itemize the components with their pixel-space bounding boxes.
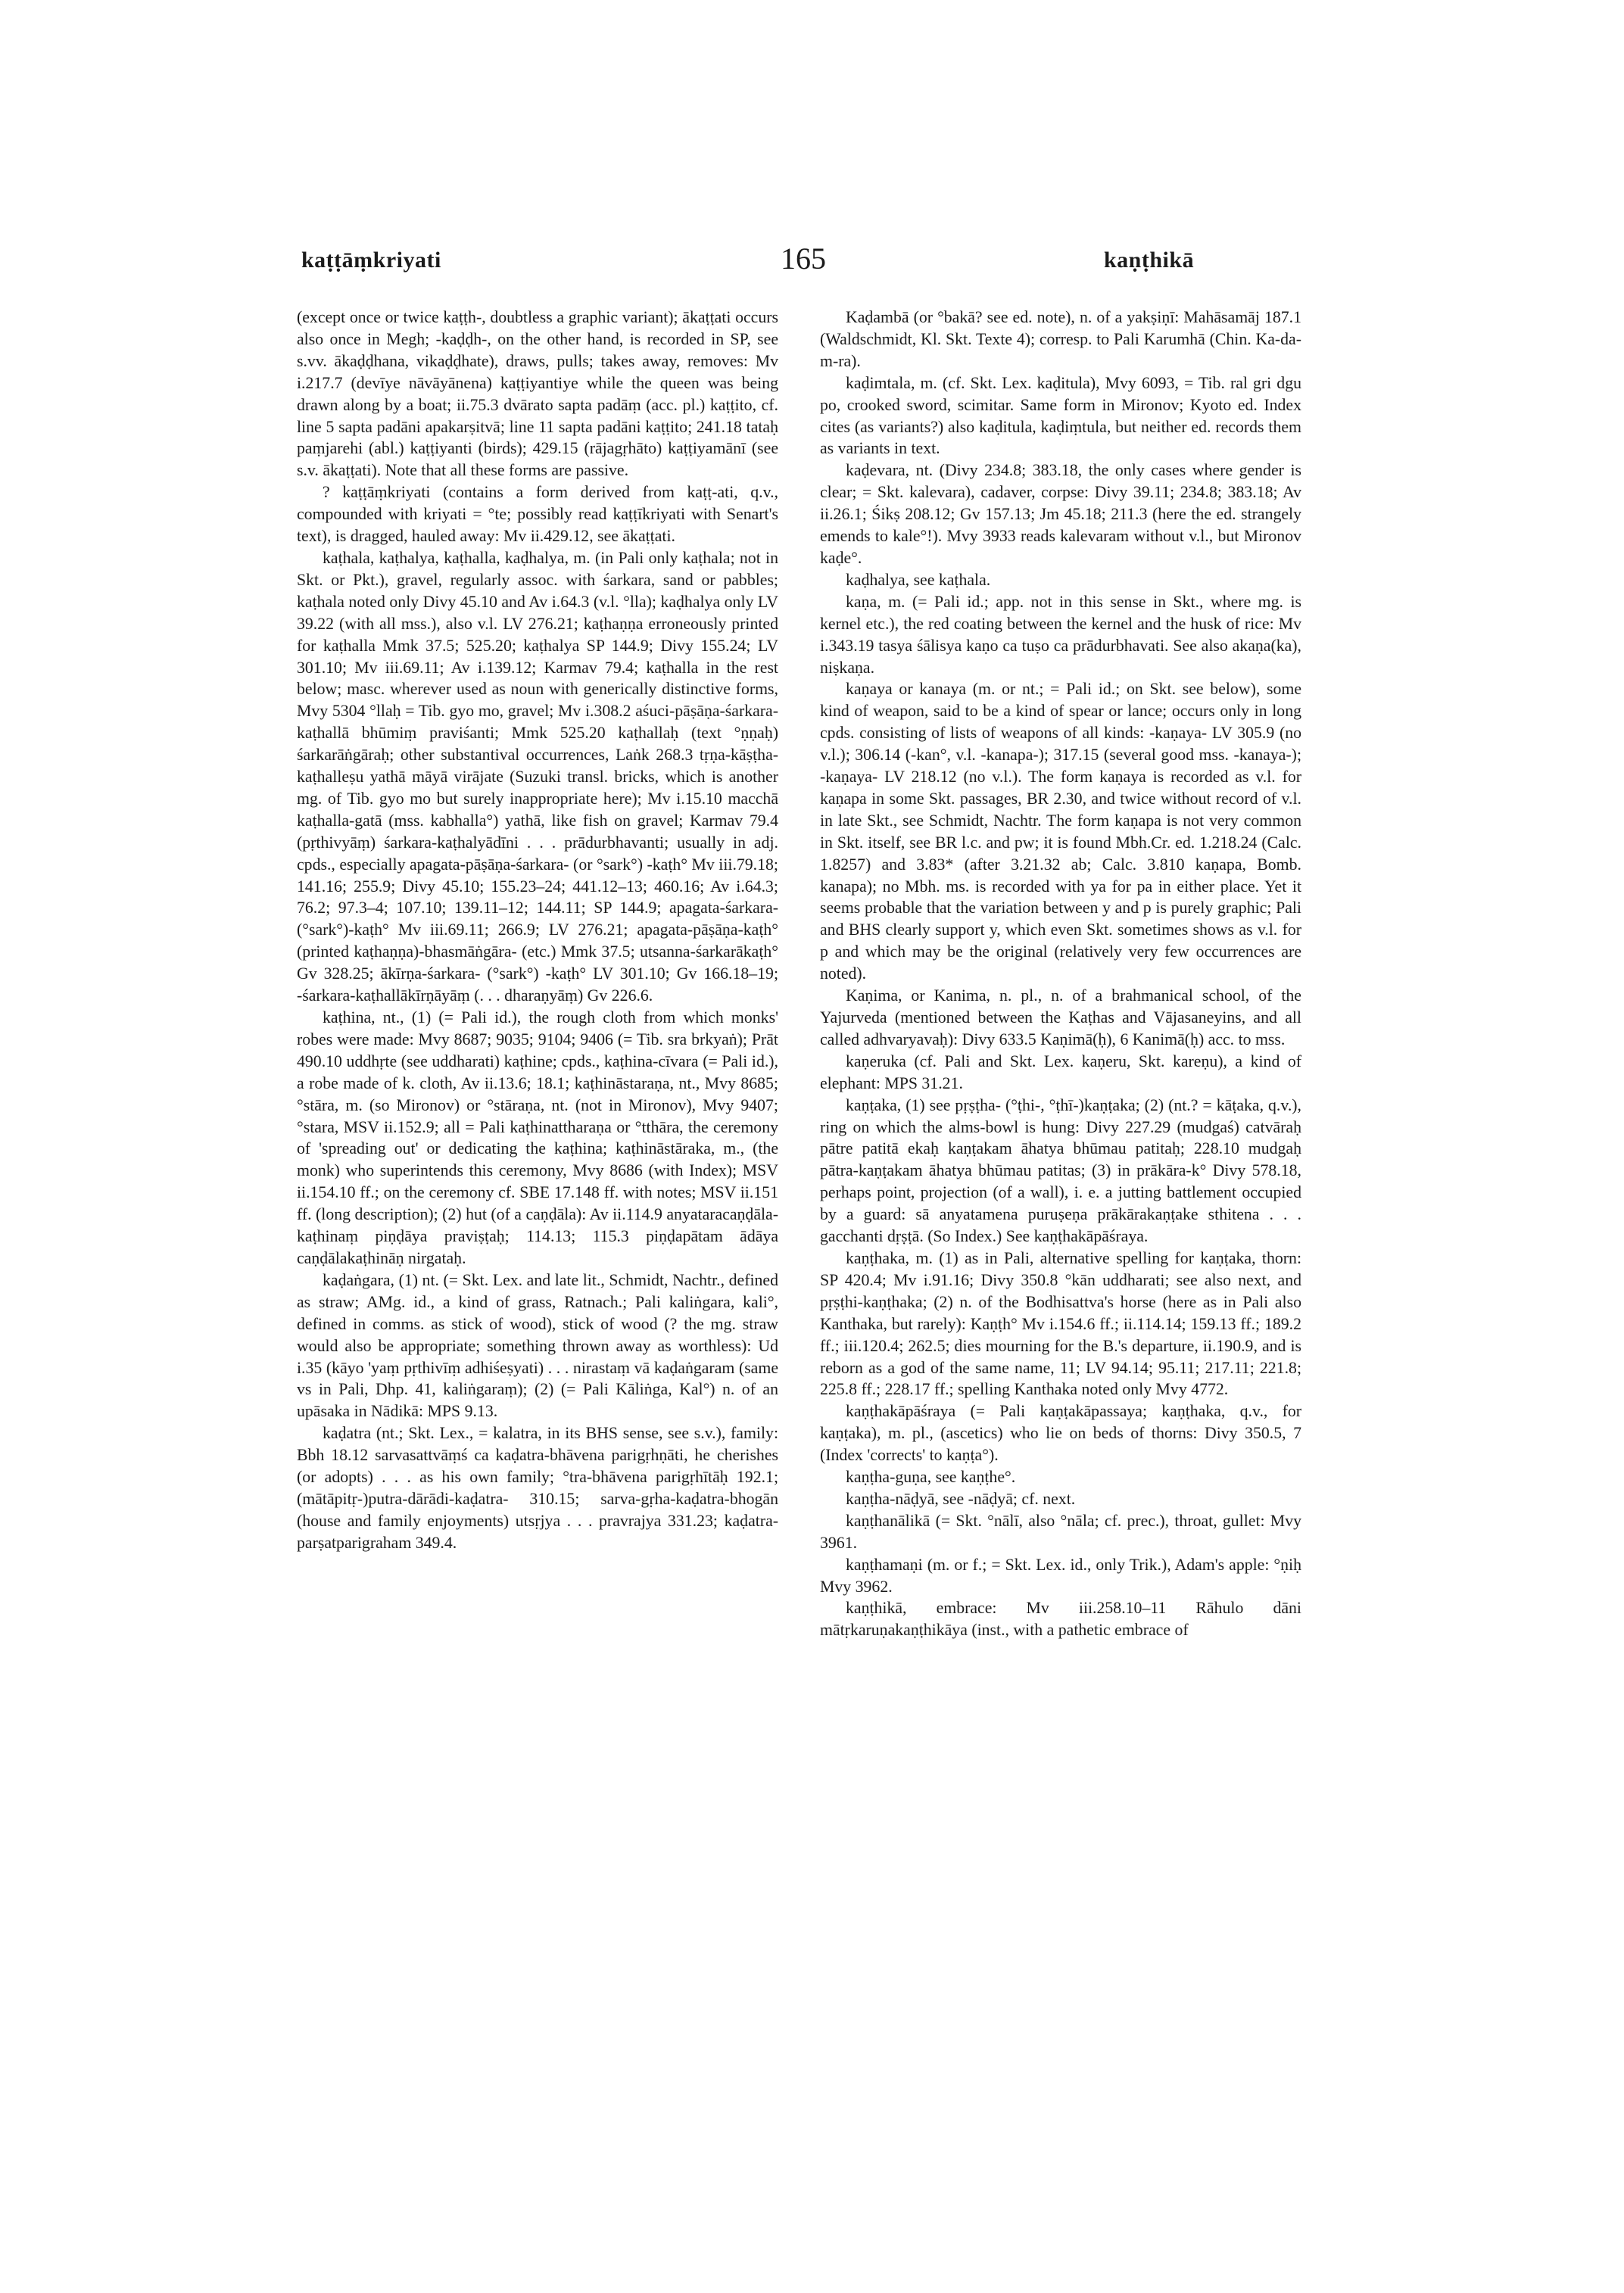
entry-kantha-guna: kaṇṭha-guṇa, see kaṇṭhe°. — [846, 1468, 1016, 1487]
running-head-right: kaṇṭhikā — [1104, 248, 1195, 273]
entry-kanthakapasraya: kaṇṭhakāpāśraya (= Pali kaṇṭakāpassaya; kaṇṭhaka, q.v., for kaṇṭaka), m. pl., (ascetics) who lie on beds of thorns: Divy 350.5, 7 (Index 'corrects' to kaṇṭa°). — [820, 1402, 1301, 1465]
entry-kanaya: kaṇaya or kanaya (m. or nt.; = Pali id.; on Skt. see below), some kind of weapon, said to be a kind of spear or lance; occurs only in long cpds. consisting of lists of weapons of all kinds: -kaṇaya- LV 305.9 (no v.l.); 306.14 (-kan°, v.l. -kanapa-); 317.15 (several good mss. -kanaya-); -kaṇaya- LV 218.12 (no v.l.). The form kaṇaya is recorded as v.l. for kaṇapa in some Skt. passages, BR 2.30, and twice without record of v.l. in late Skt., see Schmidt, Nachtr. The form kaṇapa is not very common in Skt. itself, see BR l.c. and pw; it is found Mbh.Cr. ed. 1.218.24 (Calc. 1.8257) and 3.83* (after 3.21.32 ab; Calc. 3.810 kaṇapa, Bomb. kanapa); no Mbh. ms. is recorded with ya for pa in either place. Yet it seems probable that the variation between y and p is purely graphic; Pali and BHS clearly support y, which even Skt. sometimes shows as v.l. for p and which may be the original (relatively very few occurrences are noted). — [820, 680, 1301, 983]
left-column — [297, 307, 778, 1554]
entry-kadangara: kaḍaṅgara, (1) nt. (= Skt. Lex. and late lit., Schmidt, Nachtr., defined as straw; AMg. id., a kind of grass, Ratnach.; Pali kaliṅgara, kali°, defined in comms. as stick of wood), stick of wood (? the mg. straw would also be appropriate; something thrown away as worthless): Ud i.35 (kāyo 'yaṃ pṛthivīṃ adhiśeṣyati) . . . nirastaṃ vā kaḍaṅgaram (same vs in Pali, Dhp. 41, kaliṅgaraṃ); (2) (= Pali Kāliṅga, Kal°) n. of an upāsaka in Nādikā: MPS 9.13. — [297, 1270, 778, 1421]
running-head-left: kaṭṭāṃkriyati — [301, 248, 441, 273]
entry-kaneruka: kaṇeruka (cf. Pali and Skt. Lex. kaṇeru, Skt. kareṇu), a kind of elephant: MPS 31.21. — [820, 1051, 1301, 1092]
entry-kana: kaṇa, m. (= Pali id.; app. not in this sense in Skt., where mg. is kernel etc.), the red coating between the kernel and the husk of rice: Mv i.343.19 tasya śālisya kaṇo ca tuṣo ca prādurbhavati. See also akaṇa(ka), niṣkaṇa. — [820, 592, 1301, 677]
entry-kattamkriyati: ? kaṭṭāṃkriyati (contains a form derived from kaṭṭ-ati, q.v., compounded with kriyati = °te; possibly read kaṭṭīkriyati with Senart's text), is dragged, hauled away: Mv ii.429.12, see ākaṭṭati. — [297, 483, 778, 546]
entry-kanthika: kaṇṭhikā, embrace: Mv iii.258.10–11 Rāhulo dāni mātṛkaruṇakaṇṭhikāya (inst., with a pathetic embrace of — [820, 1599, 1301, 1640]
entry-continuation: (except once or twice kaṭṭh-, doubtless a graphic variant); ākaṭṭati occurs also once in Megh; -kaḍḍh-, on the other hand, is recorded in SP, see s.vv. ākaḍḍhana, vikaḍḍhate), draws, pulls; takes away, removes: Mv i.217.7 (devīye nāvāyānena) kaṭṭiyantiye while the queen was being drawn along by a boat; ii.75.3 dvārato sapta padāṃ (acc. pl.) kaṭṭito, cf. line 5 sapta padāni apakarṣitvā; line 11 sapta padāni kaṭṭito; 241.18 tataḥ paṃjarehi (abl.) kaṭṭiyanti (birds); 429.15 (rājagṛhāto) kaṭṭiyamānī (see s.v. ākaṭṭati). Note that all these forms are passive. — [297, 308, 778, 480]
entry-kantha-nadya: kaṇṭha-nāḍyā, see -nāḍyā; cf. next. — [846, 1489, 1076, 1508]
entry-kanthamani: kaṇṭhamaṇi (m. or f.; = Skt. Lex. id., only Trik.), Adam's apple: °ṇiḥ Mvy 3962. — [820, 1555, 1301, 1596]
entry-kadhalya: kaḍhalya, see kaṭhala. — [846, 570, 991, 589]
entry-kadevara: kaḍevara, nt. (Divy 234.8; 383.18, the only cases where gender is clear; = Skt. kalevara), cadaver, corpse: Divy 39.11; 234.8; 383.18; Av ii.26.1; Śikṣ 208.12; Gv 157.13; Jm 45.18; 211.3 (here the ed. strangely emends to kale°!). Mvy 3933 reads kalevaram without v.l., but Mironov kaḍe°. — [820, 461, 1301, 567]
entry-kanthanalika: kaṇṭhanālikā (= Skt. °nālī, also °nāla; cf. prec.), throat, gullet: Mvy 3961. — [820, 1511, 1301, 1552]
entry-kadatra: kaḍatra (nt.; Skt. Lex., = kalatra, in its BHS sense, see s.v.), family: Bbh 18.12 sarvasattvāṃś ca kaḍatra-bhāvena parigṛhṇāti, he cherishes (or adopts) . . . as his own family; °tra-bhāvena parigṛhītāḥ 192.1; (mātāpitṛ-)putra-dārādi-kaḍatra- 310.15; sarva-gṛha-kaḍatra-bhogān (house and family enjoyments) utsṛjya . . . pravrajya 331.23; kaḍatra-parṣatparigraham 349.4. — [297, 1424, 778, 1552]
entry-kathala: kaṭhala, kaṭhalya, kaṭhalla, kaḍhalya, m. (in Pali only kaṭhala; not in Skt. or Pkt.), gravel, regularly assoc. with śarkara, sand or pabbles; kaṭhala noted only Divy 45.10 and Av i.64.3 (v.l. °lla); kaḍhalya only LV 39.22 (with all mss.), also v.l. LV 276.21; kaṭhaṇṇa erroneously printed for kaṭhalla Mmk 37.5; 525.20; kaṭhalya SP 144.9; Divy 155.24; LV 301.10; Mv iii.69.11; Av i.139.12; Karmav 79.4; kaṭhalla in the rest below; masc. wherever used as noun with generically distinctive forms, Mvy 5304 °llaḥ = Tib. gyo mo, gravel; Mv i.308.2 aśuci-pāṣāṇa-śarkara-kaṭhallā bhūmiṃ praviśanti; Mmk 525.20 kaṭhallaḥ (text °ṇṇaḥ) śarkarāṅgāraḥ; other substantival occurrences, Laṅk 268.3 tṛṇa-kāṣṭha-kaṭhalleṣu yathā māyā virājate (Suzuki transl. bricks, which is another mg. of Tib. gyo mo but surely inappropriate here); Mv i.15.10 macchā kaṭhalla-gatā (mss. kabhalla°) yathā, like fish on gravel; Karmav 79.4 (pṛthivyāṃ) śarkara-kaṭhalyādīni . . . prādurbhavanti; usually in adj. cpds., especially apagata-pāṣāṇa-śarkara- (or °sark°) -kaṭh° Mv iii.79.18; 141.16; 255.9; Divy 45.10; 155.23–24; 441.12–13; 460.16; Av i.64.3; 76.2; 97.3–4; 107.10; 139.11–12; 144.11; SP 144.9; apagata-śarkara- (°sark°)-kaṭh° Mv iii.69.11; 266.9; LV 276.21; apagata-pāṣāṇa-kaṭh° (printed kaṭhaṇṇa)-bhasmāṅgāra- (etc.) Mmk 37.5; utsanna-śarkarākaṭh° Gv 328.25; ākīrṇa-śarkara- (°sark°) -kaṭh° LV 301.10; Gv 166.18–19; -śarkara-kaṭhallākīrṇāyāṃ (. . . dharaṇyāṃ) Gv 226.6. — [297, 548, 778, 1005]
entry-kanthaka: kaṇṭhaka, m. (1) as in Pali, alternative spelling for kaṇṭaka, thorn: SP 420.4; Mv i.91.16; Divy 350.8 °kān uddharati; see also next, and pṛṣṭhi-kaṇṭhaka; (2) n. of the Bodhisattva's horse (here as in Pali also Kanthaka, but rarely): Kaṇṭh° Mv i.154.6 ff.; ii.114.14; 159.13 ff.; 189.2 ff.; iii.120.4; 262.5; dies mourning for the B.'s departure, ii.190.9, and is reborn as a god of the same name, 11; LV 94.14; 95.11; 217.11; 221.8; 225.8 ff.; 228.17 ff.; spelling Kanthaka noted only Mvy 4772. — [820, 1248, 1301, 1399]
entry-kanima: Kaṇima, or Kanima, n. pl., n. of a brahmanical school, of the Yajurveda (mentioned between the Kaṭhas and Vājasaneyins, and all called adhvaryavaḥ): Divy 633.5 Kaṇimā(ḥ), 6 Kanimā(ḥ) acc. to mss. — [820, 986, 1301, 1048]
right-column — [820, 307, 1301, 1641]
page-number: 165 — [781, 241, 826, 276]
entry-kathina: kaṭhina, nt., (1) (= Pali id.), the rough cloth from which monks' robes were made: Mvy 8687; 9035; 9104; 9406 (= Tib. sra brkyaṅ); Prāt 490.10 uddhṛte (see uddharati) kaṭhine; cpds., kaṭhina-cīvara (= Pali id.), a robe made of k. cloth, Av ii.13.6; 18.1; kaṭhināstaraṇa, nt., Mvy 8685; °stāra, m. (so Mironov) or °stāraṇa, nt. (not in Mironov), Mvy 9407; °stara, MSV ii.152.9; all = Pali kaṭhinattharaṇa or °tthāra, the ceremony of 'spreading out' or dedicating the kaṭhina; kaṭhināstāraka, m., (the monk) who superintends this ceremony, Mvy 8686 (with Index); MSV ii.154.10 ff.; on the ceremony cf. SBE 17.148 ff. with notes; MSV ii.151 ff. (long description); (2) hut (of a caṇḍāla): Av ii.114.9 anyataracaṇḍāla-kaṭhinaṃ piṇḍāya praviṣṭaḥ; 114.13; 115.3 piṇḍapātam ādāya caṇḍālakaṭhināṇ nirgataḥ. — [297, 1008, 778, 1267]
entry-kantaka: kaṇṭaka, (1) see pṛṣṭha- (°ṭhi-, °ṭhī-)kaṇṭaka; (2) (nt.? = kāṭaka, q.v.), ring on which the alms-bowl is hung: Divy 227.29 (mudgaś) catvāraḥ pātre patitā ekaḥ kaṇṭakam āhatya bhūmau patitaḥ; 228.10 mudgaḥ pātra-kaṇṭakam āhatya bhūmau patitas; (3) in prākāra-k° Divy 578.18, perhaps point, projection (of a wall), i. e. a jutting battlement occupied by a guard: sā anyatamena puruṣeṇa prākārakaṇṭake sthitena . . . gacchanti dṛṣṭā. (So Index.) See kaṇṭhakāpāśraya. — [820, 1095, 1301, 1246]
entry-kadamba: Kaḍambā (or °bakā? see ed. note), n. of a yakṣiṇī: Mahāsamāj 187.1 (Waldschmidt, Kl. Skt. Texte 4); corresp. to Pali Karumhā (Chin. Ka-da-m-ra). — [820, 308, 1301, 370]
entry-kadimtala: kaḍimtala, m. (cf. Skt. Lex. kaḍitula), Mvy 6093, = Tib. ral gri dgu po, crooked sword, scimitar. Same form in Mironov; Kyoto ed. Index cites (as variants?) also kaḍitula, kaḍiṃtula, but neither ed. records them as variants in text. — [820, 373, 1301, 458]
